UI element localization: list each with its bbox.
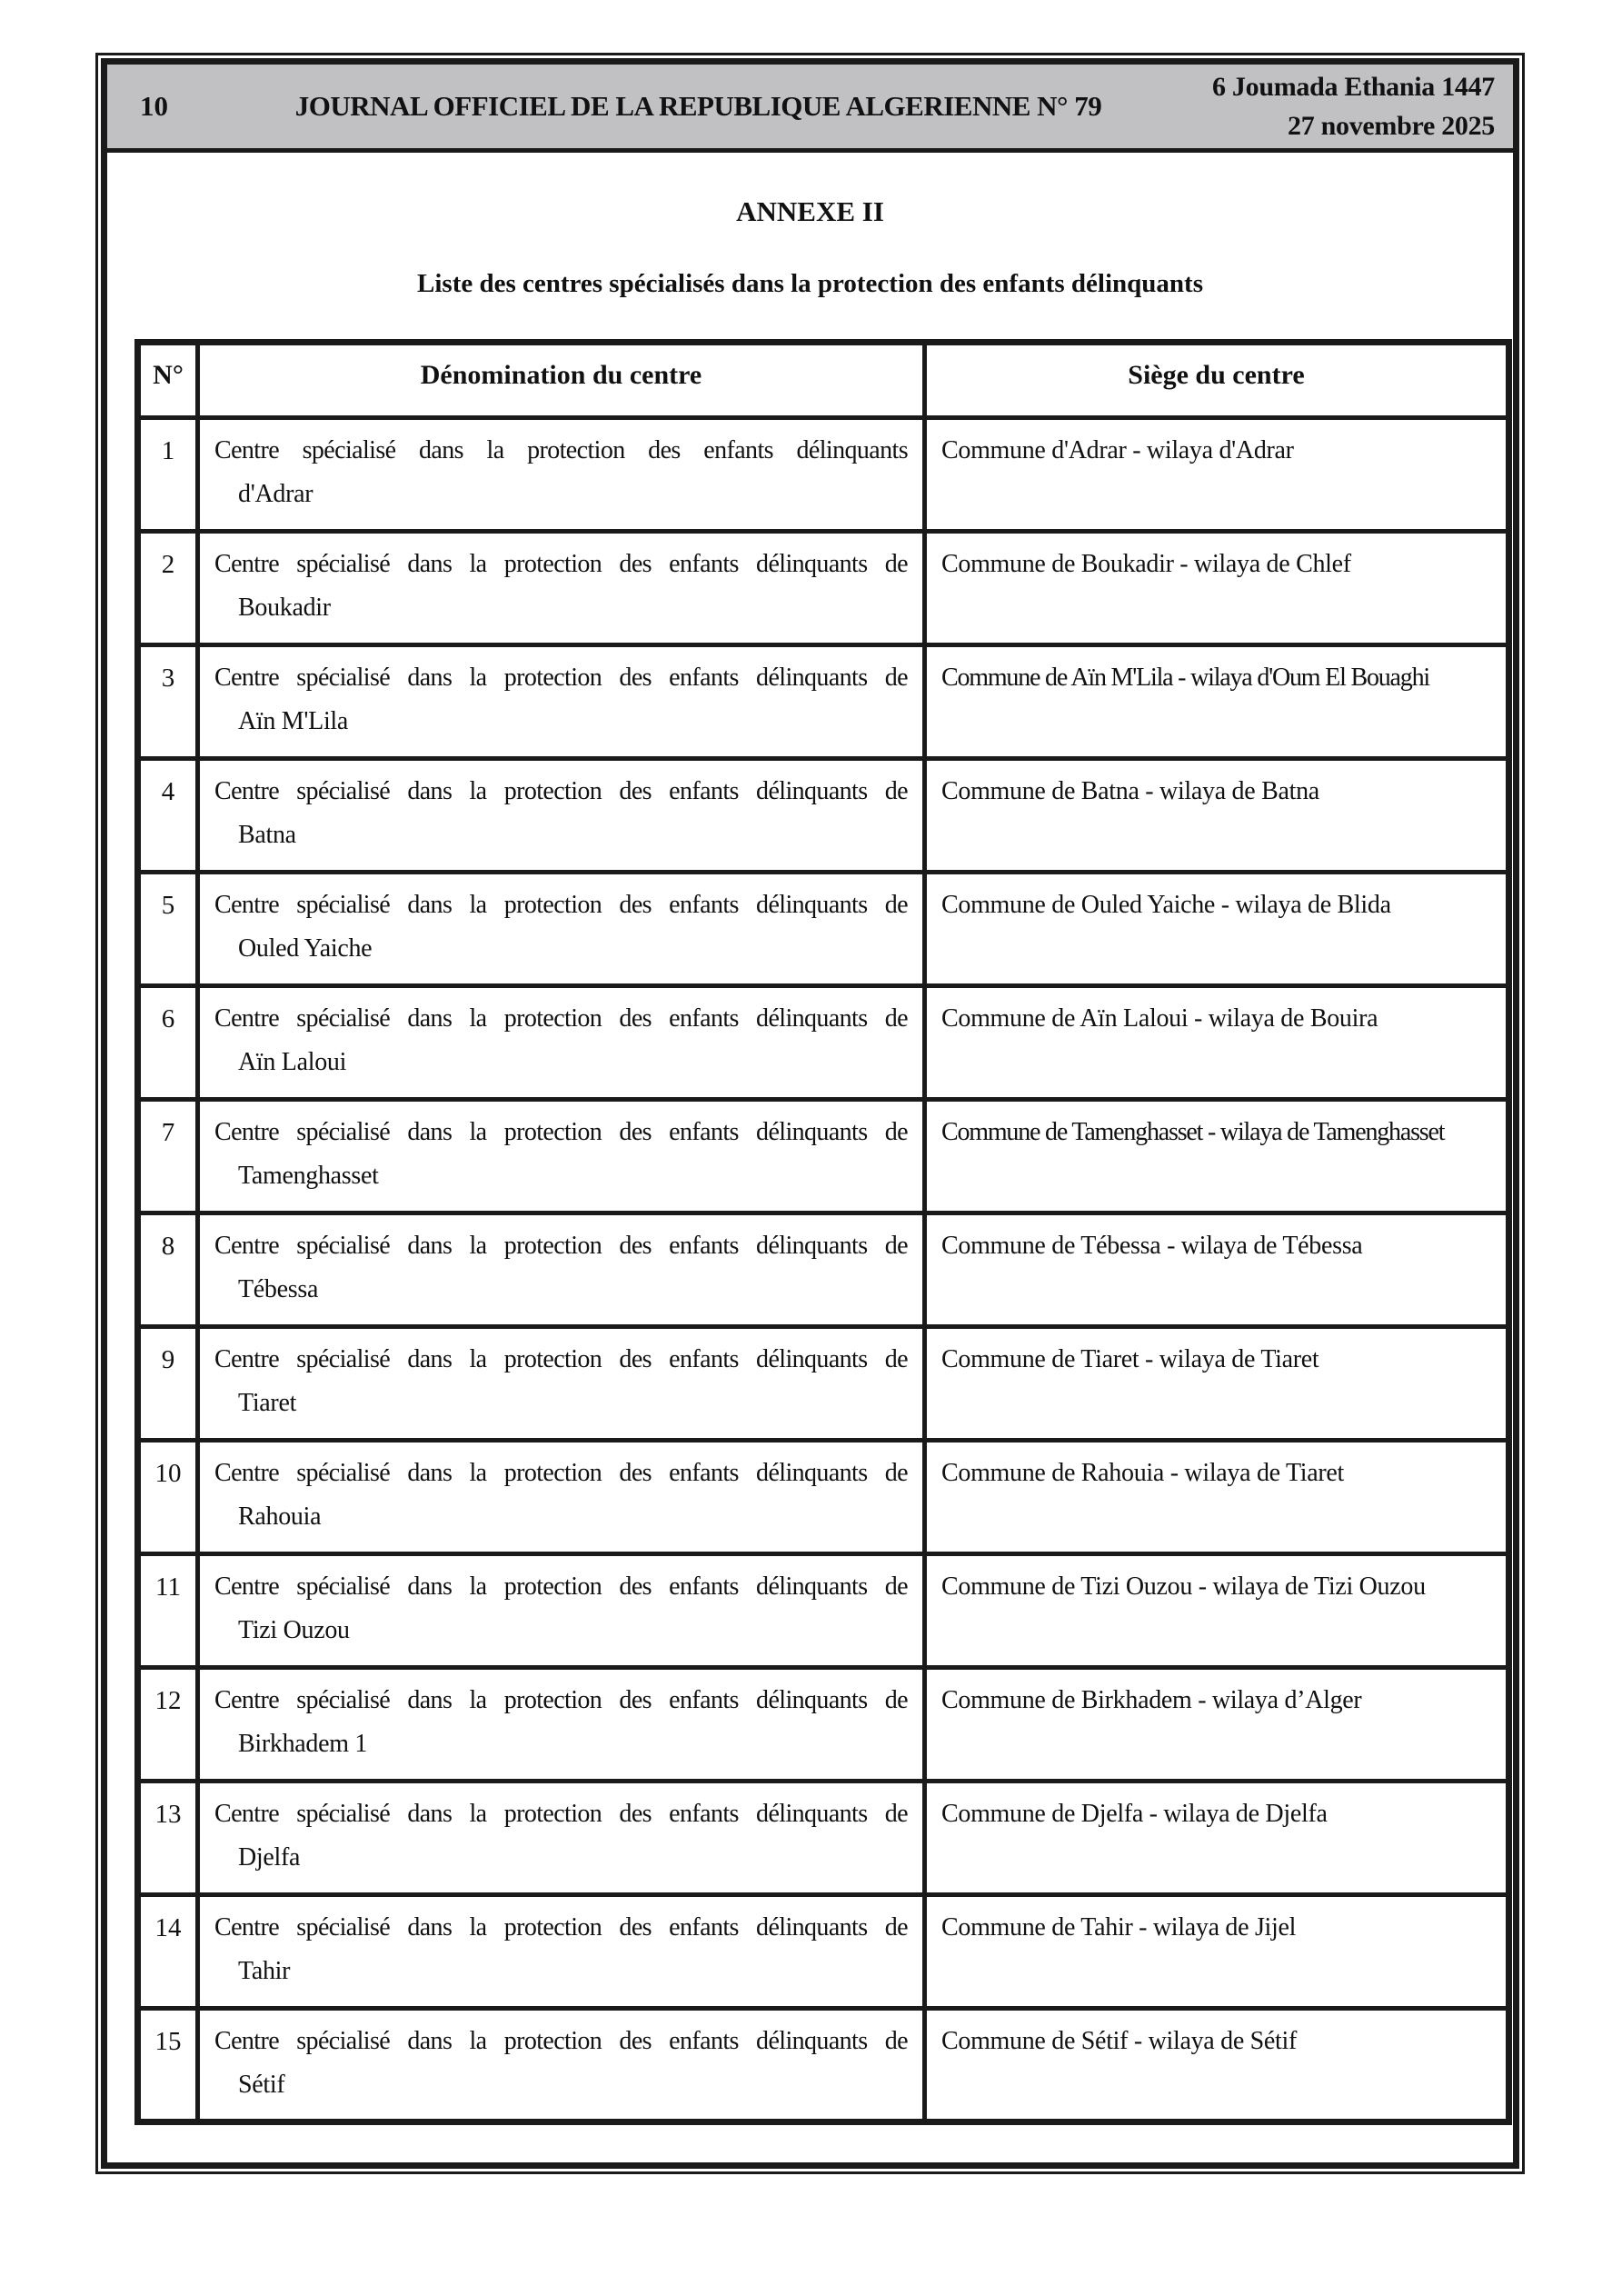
row-number-cell: 5 (138, 873, 198, 986)
denomination-line1: Centre spécialisé dans la protection des enfants délinquants de (214, 1118, 908, 1146)
denomination-cell (198, 532, 925, 645)
denomination-line1: Centre spécialisé dans la protection des enfants délinquants de (214, 1800, 908, 1828)
denomination-line1: Centre spécialisé dans la protection des enfants délinquants de (214, 2027, 908, 2055)
row-number-cell: 11 (138, 1554, 198, 1668)
journal-title: JOURNAL OFFICIEL DE LA REPUBLIQUE ALGERIENNE N° 79 (294, 90, 1102, 122)
denomination-line2: Batna (238, 821, 296, 849)
table-row (138, 759, 1509, 873)
siege-cell: Commune de Birkhadem - wilaya d’Alger (925, 1668, 1509, 1782)
siege-cell: Commune d'Adrar - wilaya d'Adrar (925, 418, 1509, 532)
denomination-cell (198, 1668, 925, 1782)
denomination-cell (198, 873, 925, 986)
siege-cell: Commune de Aïn M'Lila - wilaya d'Oum El Bouaghi (925, 645, 1509, 759)
siege-cell: Commune de Ouled Yaiche - wilaya de Blida (925, 873, 1509, 986)
denomination-line2: Tiaret (238, 1389, 297, 1417)
denomination-line2: Djelfa (238, 1843, 301, 1872)
centres-table (134, 339, 1512, 2125)
denomination-line1: Centre spécialisé dans la protection des enfants délinquants de (214, 1913, 908, 1942)
row-number-cell: 12 (138, 1668, 198, 1782)
denomination-line2: Ouled Yaiche (238, 934, 373, 963)
siege-cell: Commune de Djelfa - wilaya de Djelfa (925, 1782, 1509, 1895)
denomination-cell (198, 759, 925, 873)
denomination-cell (198, 1100, 925, 1213)
denomination-line2: Boukadir (238, 594, 331, 622)
row-number-cell: 1 (138, 418, 198, 532)
denomination-cell (198, 2009, 925, 2122)
siege-cell: Commune de Tizi Ouzou - wilaya de Tizi Ouzou (925, 1554, 1509, 1668)
denomination-line2: Aïn Laloui (238, 1048, 347, 1076)
gregorian-date: 27 novembre 2025 (1288, 111, 1495, 141)
denomination-cell (198, 1327, 925, 1441)
denomination-cell (198, 1213, 925, 1327)
siege-cell: Commune de Tébessa - wilaya de Tébessa (925, 1213, 1509, 1327)
denomination-cell (198, 1441, 925, 1554)
denomination-line1: Centre spécialisé dans la protection des enfants délinquants de (214, 1459, 908, 1487)
row-number-cell: 10 (138, 1441, 198, 1554)
denomination-line1: Centre spécialisé dans la protection des enfants délinquants de (214, 664, 908, 692)
denomination-line2: Tizi Ouzou (238, 1616, 350, 1644)
denomination-cell (198, 418, 925, 532)
table-row (138, 1782, 1509, 1895)
denomination-line1: Centre spécialisé dans la protection des enfants délinquants de (214, 1572, 908, 1601)
row-number-cell: 9 (138, 1327, 198, 1441)
denomination-line2: Tamenghasset (238, 1162, 379, 1190)
denomination-cell (198, 645, 925, 759)
siege-cell: Commune de Boukadir - wilaya de Chlef (925, 532, 1509, 645)
table-header-row (138, 343, 1509, 418)
table-row (138, 2009, 1509, 2122)
row-number-cell: 15 (138, 2009, 198, 2122)
denomination-line1: Centre spécialisé dans la protection des enfants délinquants de (214, 1004, 908, 1033)
col-header-denomination: Dénomination du centre (198, 343, 925, 418)
masthead (107, 65, 1513, 153)
denomination-line1: Centre spécialisé dans la protection des enfants délinquants de (214, 777, 908, 805)
row-number-cell: 2 (138, 532, 198, 645)
page-border-outer (95, 53, 1525, 2174)
denomination-line1: Centre spécialisé dans la protection des enfants délinquants de (214, 550, 908, 578)
page-border-inner (101, 58, 1519, 2169)
row-number-cell: 8 (138, 1213, 198, 1327)
siege-cell: Commune de Tamenghasset - wilaya de Tamenghasset (925, 1100, 1509, 1213)
table-row (138, 1554, 1509, 1668)
denomination-line1: Centre spécialisé dans la protection des enfants délinquants de (214, 1345, 908, 1373)
centres-table-body (138, 418, 1509, 2122)
row-number-cell: 6 (138, 986, 198, 1100)
denomination-line1: Centre spécialisé dans la protection des enfants délinquants de (214, 891, 908, 919)
table-row (138, 418, 1509, 532)
denomination-cell (198, 1782, 925, 1895)
denomination-line2: Rahouia (238, 1502, 322, 1531)
denomination-cell (198, 1895, 925, 2009)
siege-cell: Commune de Tiaret - wilaya de Tiaret (925, 1327, 1509, 1441)
table-row (138, 873, 1509, 986)
table-row (138, 1668, 1509, 1782)
denomination-line1: Centre spécialisé dans la protection des enfants délinquants (214, 436, 908, 464)
siege-cell: Commune de Tahir - wilaya de Jijel (925, 1895, 1509, 2009)
hijri-date: 6 Joumada Ethania 1447 (1212, 72, 1495, 102)
table-row (138, 1441, 1509, 1554)
denomination-cell (198, 1554, 925, 1668)
table-row (138, 645, 1509, 759)
denomination-line1: Centre spécialisé dans la protection des enfants délinquants de (214, 1686, 908, 1714)
table-row (138, 1100, 1509, 1213)
table-row (138, 1327, 1509, 1441)
denomination-line2: Sétif (238, 2071, 285, 2099)
siege-cell: Commune de Sétif - wilaya de Sétif (925, 2009, 1509, 2122)
row-number-cell: 3 (138, 645, 198, 759)
denomination-line2: Tahir (238, 1957, 291, 1985)
denomination-line2: d'Adrar (238, 480, 313, 508)
denomination-line2: Birkhadem 1 (238, 1730, 368, 1758)
annexe-heading: ANNEXE II (736, 195, 884, 227)
table-row (138, 1213, 1509, 1327)
siege-cell: Commune de Batna - wilaya de Batna (925, 759, 1509, 873)
row-number-cell: 14 (138, 1895, 198, 2009)
masthead-dates (1157, 67, 1495, 145)
denomination-line1: Centre spécialisé dans la protection des enfants délinquants de (214, 1232, 908, 1260)
row-number-cell: 4 (138, 759, 198, 873)
col-header-siege: Siège du centre (925, 343, 1509, 418)
page-number: 10 (140, 90, 168, 122)
siege-cell: Commune de Rahouia - wilaya de Tiaret (925, 1441, 1509, 1554)
row-number-cell: 13 (138, 1782, 198, 1895)
denomination-cell (198, 986, 925, 1100)
row-number-cell: 7 (138, 1100, 198, 1213)
table-row (138, 532, 1509, 645)
siege-cell: Commune de Aïn Laloui - wilaya de Bouira (925, 986, 1509, 1100)
table-row (138, 986, 1509, 1100)
col-header-num: N° (138, 343, 198, 418)
table-row (138, 1895, 1509, 2009)
denomination-line2: Aïn M'Lila (238, 707, 349, 735)
annexe-subtitle: Liste des centres spécialisés dans la protection des enfants délinquants (417, 269, 1203, 298)
denomination-line2: Tébessa (238, 1275, 319, 1303)
